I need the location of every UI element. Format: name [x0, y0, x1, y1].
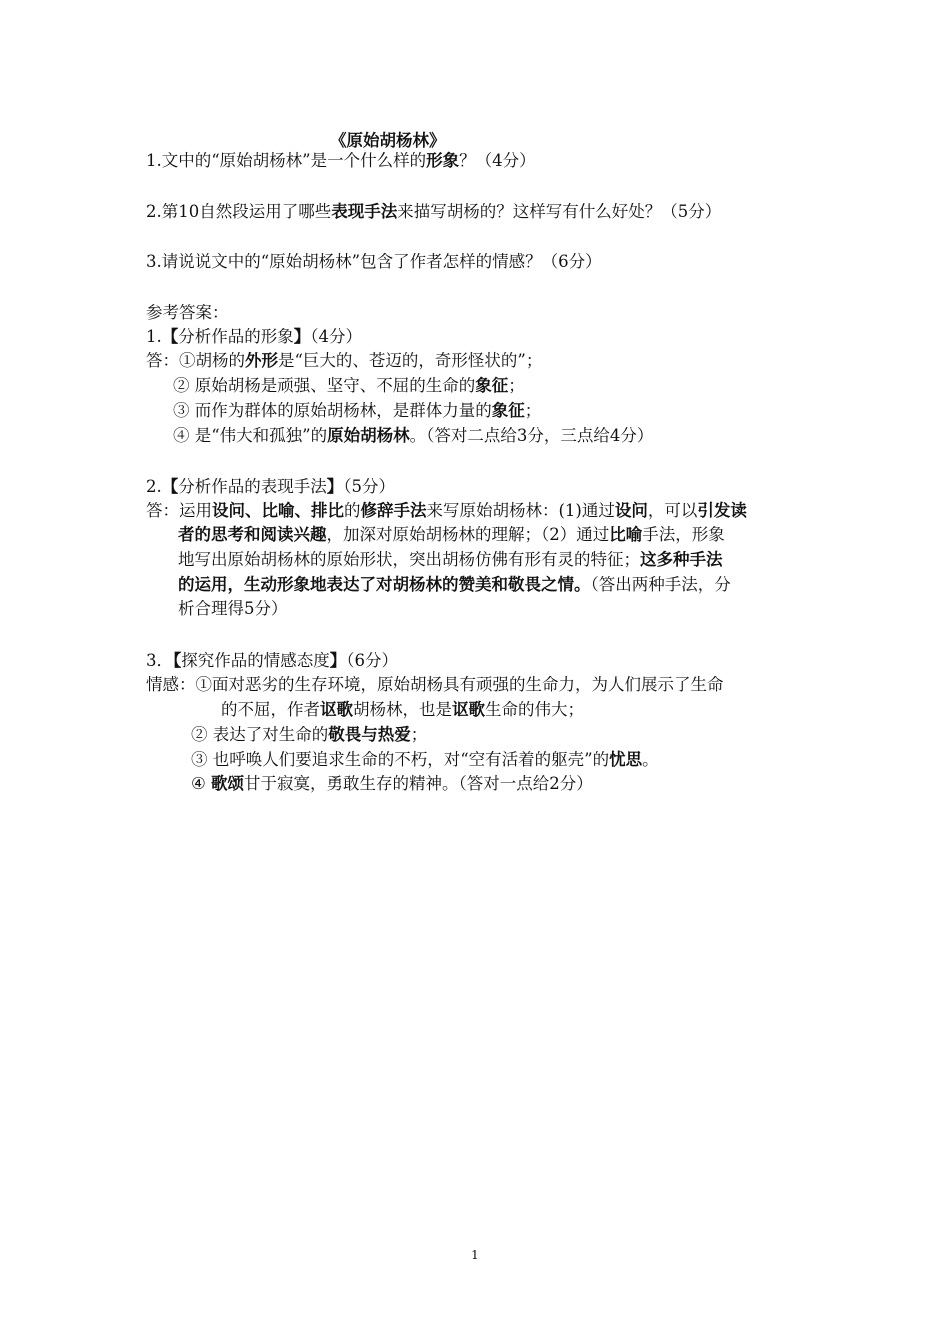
- question-3: 3.请说说文中的“原始胡杨林”包含了作者怎样的情感？（6分）: [146, 252, 602, 271]
- answer-2-line-5: 析合理得5分）: [178, 599, 288, 618]
- document-title: 《原始胡杨林》: [330, 131, 446, 150]
- answer-3-line-4: ③ 也呼唤人们要追求生命的不朽，对“空有活着的躯壳”的忧思。: [191, 750, 659, 769]
- answer-3-line-2: 的不屈，作者讴歌胡杨林，也是讴歌生命的伟大；: [221, 700, 584, 719]
- question-2: 2.第10自然段运用了哪些表现手法来描写胡杨的？这样写有什么好处？（5分）: [146, 202, 722, 221]
- answer-3-heading: 3．【探究作品的情感态度】（6分）: [146, 651, 398, 670]
- answers-label: 参考答案：: [146, 303, 229, 322]
- page-number: 1: [471, 1248, 479, 1262]
- answer-2-line-1: 答：运用设问、比喻、排比的修辞手法来写原始胡杨林：(1)通过设问，可以引发读: [146, 501, 747, 520]
- answer-3-line-1: 情感：①面对恶劣的生存环境，原始胡杨具有顽强的生命力，为人们展示了生命: [146, 675, 724, 694]
- answer-1-line-3: ③ 而作为群体的原始胡杨林，是群体力量的象征；: [173, 401, 542, 420]
- answer-1-line-2: ② 原始胡杨是顽强、坚守、不屈的生命的象征；: [173, 376, 525, 395]
- answer-3-line-3: ② 表达了对生命的敬畏与热爱；: [191, 725, 428, 744]
- answer-2-line-3: 地写出原始胡杨林的原始形状，突出胡杨仿佛有形有灵的特征；这多种手法: [178, 550, 723, 569]
- question-1: 1.文中的“原始胡杨林”是一个什么样的形象？（4分）: [146, 151, 536, 170]
- answer-1-line-1: 答：①胡杨的外形是“巨大的、苍迈的，奇形怪状的”；: [146, 351, 543, 370]
- answer-2-heading: 2.【分析作品的表现手法】（5分）: [146, 477, 395, 496]
- answer-2-line-2: 者的思考和阅读兴趣，加深对原始胡杨林的理解；（2）通过比喻手法，形象: [178, 525, 725, 544]
- answer-3-line-5: ④ 歌颂甘于寂寞，勇敢生存的精神。（答对一点给2分）: [191, 774, 593, 793]
- answer-1-heading: 1.【分析作品的形象】（4分）: [146, 327, 362, 346]
- answer-1-line-4: ④ 是“伟大和孤独”的原始胡杨林。（答对二点给3分，三点给4分）: [173, 426, 654, 445]
- answer-2-line-4: 的运用，生动形象地表达了对胡杨林的赞美和敬畏之情。（答出两种手法，分: [178, 575, 731, 594]
